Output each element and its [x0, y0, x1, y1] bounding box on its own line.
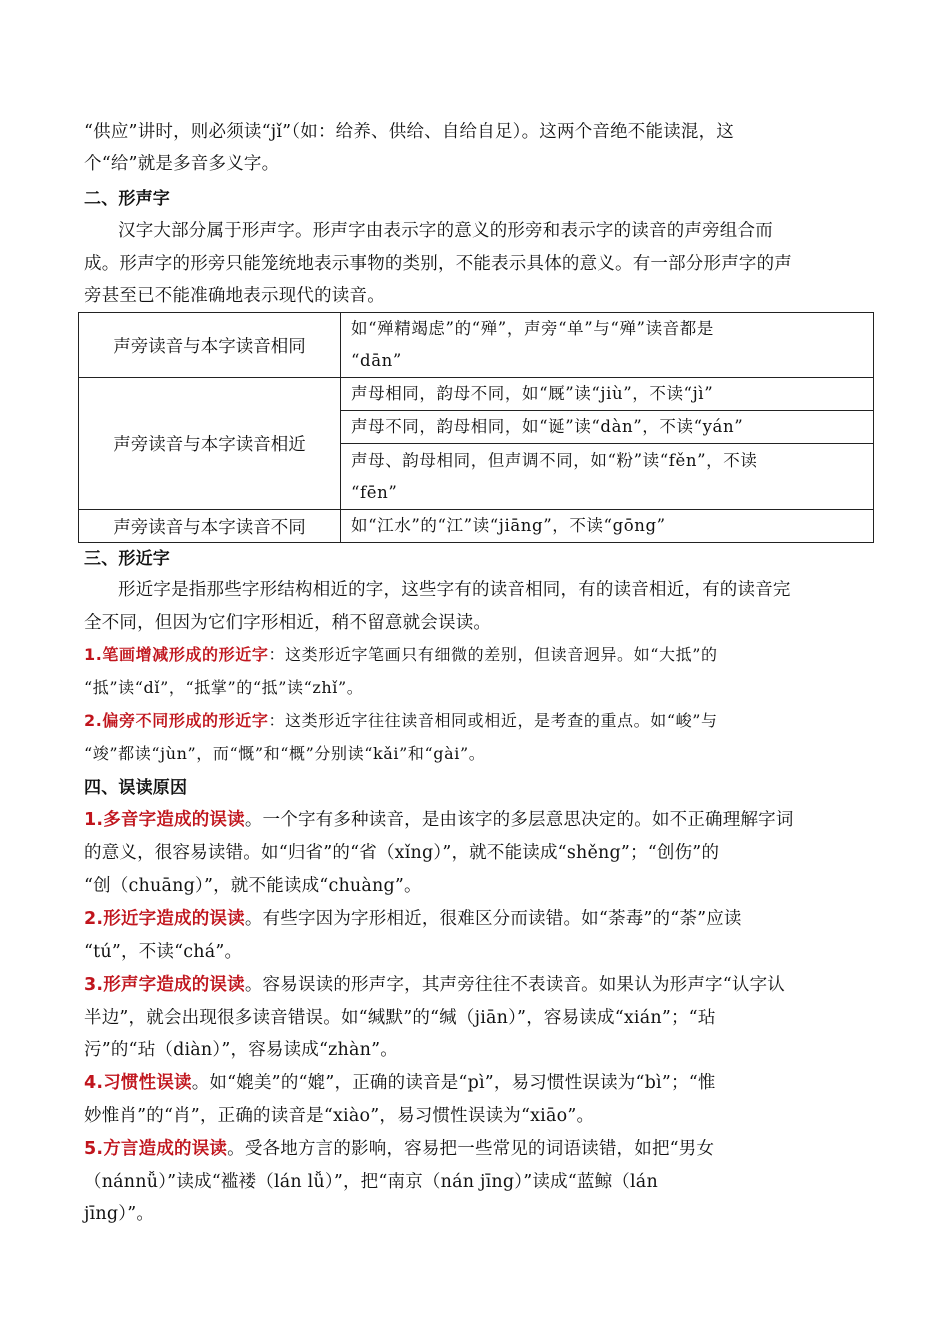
section-2-paragraph-line-2: 成。形声字的形旁只能笼统地表示事物的类别，不能表示具体的意义。有一部分形声字的声	[84, 254, 792, 274]
table-cell-line: 如“殚精竭虑”的“殚”，声旁“单”与“殚”读音都是	[351, 319, 714, 338]
section-4-item-3-line-2: 半边”，就会出现很多读音错误。如“缄默”的“缄（jiān）”，容易读成“xián”；“玷	[84, 1008, 716, 1028]
table-cell-line: 声母相同，韵母不同，如“厩”读“jiù”，不读“jì”	[351, 384, 714, 403]
section-3-item-1-line-2: “抵”读“dǐ”，“抵掌”的“抵”读“zhǐ”。	[84, 678, 364, 697]
item-number: 1.	[84, 645, 103, 664]
section-4-item-2-line-2: “tú”，不读“chá”。	[84, 942, 243, 962]
table-row	[79, 313, 874, 378]
item-number: 5.	[84, 1139, 104, 1159]
item-number: 1.	[84, 810, 104, 830]
intro-line-1: “供应”讲时，则必须读“jǐ”（如：给养、供给、自给自足）。这两个音绝不能读混，这	[84, 122, 735, 142]
section-4-heading: 四、误读原因	[84, 778, 188, 798]
section-2-paragraph-line-3: 旁甚至已不能准确地表示现代的读音。	[84, 286, 385, 306]
section-4-item-5	[84, 1135, 714, 1160]
table-cell-line: 声母不同，韵母相同，如“诞”读“dàn”，不读“yán”	[351, 417, 744, 436]
table-cell-line: “dān”	[351, 351, 402, 370]
item-text: ：这类形近字笔画只有细微的差别，但读音迥异。如“大抵”的	[268, 645, 718, 664]
table-cell	[341, 444, 874, 510]
section-4-item-5-line-2: （nánnǚ）”读成“褴褛（lán lǚ）”，把“南京（nán jīng）”读成“蓝鲸（lán	[84, 1172, 658, 1192]
section-3-paragraph-line-2: 全不同，但因为它们字形相近，稍不留意就会误读。	[84, 613, 492, 633]
table-row	[79, 378, 874, 411]
item-text: 。容易误读的形声字，其声旁往往不表读音。如果认为形声字“认字认	[244, 975, 785, 995]
section-4-item-1-line-3: “创（chuāng）”，就不能读成“chuàng”。	[84, 876, 422, 896]
item-title: 习惯性误读	[103, 1073, 192, 1093]
table-cell-line: “fēn”	[351, 482, 398, 502]
table-cell	[341, 411, 874, 444]
table-cell-line: 如“江水”的“江”读“jiāng”，不读“gōng”	[351, 516, 666, 535]
item-title: 形声字造成的误读	[103, 975, 245, 995]
section-4-item-1-line-2: 的意义，很容易读错。如“归省”的“省（xǐng）”，就不能读成“shěng”；“创伤”的	[84, 843, 720, 863]
item-number: 4.	[84, 1073, 104, 1093]
section-4-item-1	[84, 806, 794, 831]
item-title: 多音字造成的误读	[103, 810, 245, 830]
table-cell	[341, 378, 874, 411]
section-2-heading: 二、形声字	[84, 189, 170, 209]
item-number: 3.	[84, 975, 104, 995]
section-4-item-4-line-2: 妙惟肖”的“肖”，正确的读音是“xiào”，易习惯性误读为“xiāo”。	[84, 1106, 595, 1126]
item-number: 2.	[84, 909, 104, 929]
section-3-item-2	[84, 708, 718, 731]
table-row-label: 声旁读音与本字读音不同	[79, 510, 341, 543]
section-3-heading: 三、形近字	[84, 549, 170, 569]
table-row-label: 声旁读音与本字读音相近	[79, 378, 341, 510]
section-4-item-5-line-3: jīng）”。	[84, 1204, 155, 1224]
item-title: 笔画增减形成的形近字	[102, 645, 269, 664]
section-3-paragraph-line-1: 形近字是指那些字形结构相近的字，这些字有的读音相同，有的读音相近，有的读音完	[118, 580, 791, 600]
phonetic-table	[78, 312, 874, 543]
section-4-item-3	[84, 971, 785, 996]
section-4-item-4	[84, 1069, 716, 1094]
item-title: 形近字造成的误读	[103, 909, 245, 929]
intro-line-2: 个“给”就是多音多义字。	[84, 154, 280, 174]
item-text: 。如“媲美”的“媲”，正确的读音是“pì”，易习惯性误读为“bì”；“惟	[191, 1073, 716, 1093]
item-text: ：这类形近字往往读音相同或相近，是考查的重点。如“峻”与	[268, 711, 718, 730]
item-text: 。一个字有多种读音，是由该字的多层意思决定的。如不正确理解字词	[244, 810, 794, 830]
section-3-item-2-line-2: “竣”都读“jùn”，而“慨”和“概”分别读“kǎi”和“gài”。	[84, 744, 486, 763]
section-4-item-2	[84, 905, 742, 930]
table-cell	[341, 510, 874, 543]
section-3-item-1	[84, 642, 718, 665]
section-4-item-3-line-3: 污”的“玷（diàn）”，容易读成“zhàn”。	[84, 1040, 398, 1060]
item-text: 。受各地方言的影响，容易把一些常见的词语读错，如把“男女	[227, 1139, 715, 1159]
table-cell-line: 声母、韵母相同，但声调不同，如“粉”读“fěn”，不读	[351, 450, 758, 470]
item-number: 2.	[84, 711, 103, 730]
table-cell	[341, 313, 874, 378]
table-row-label: 声旁读音与本字读音相同	[79, 313, 341, 378]
item-title: 方言造成的误读	[103, 1139, 228, 1159]
section-2-paragraph-line-1: 汉字大部分属于形声字。形声字由表示字的意义的形旁和表示字的读音的声旁组合而	[118, 221, 773, 241]
table-row	[79, 510, 874, 543]
item-title: 偏旁不同形成的形近字	[102, 711, 269, 730]
item-text: 。有些字因为字形相近，很难区分而读错。如“荼毒”的“荼”应读	[244, 909, 742, 929]
